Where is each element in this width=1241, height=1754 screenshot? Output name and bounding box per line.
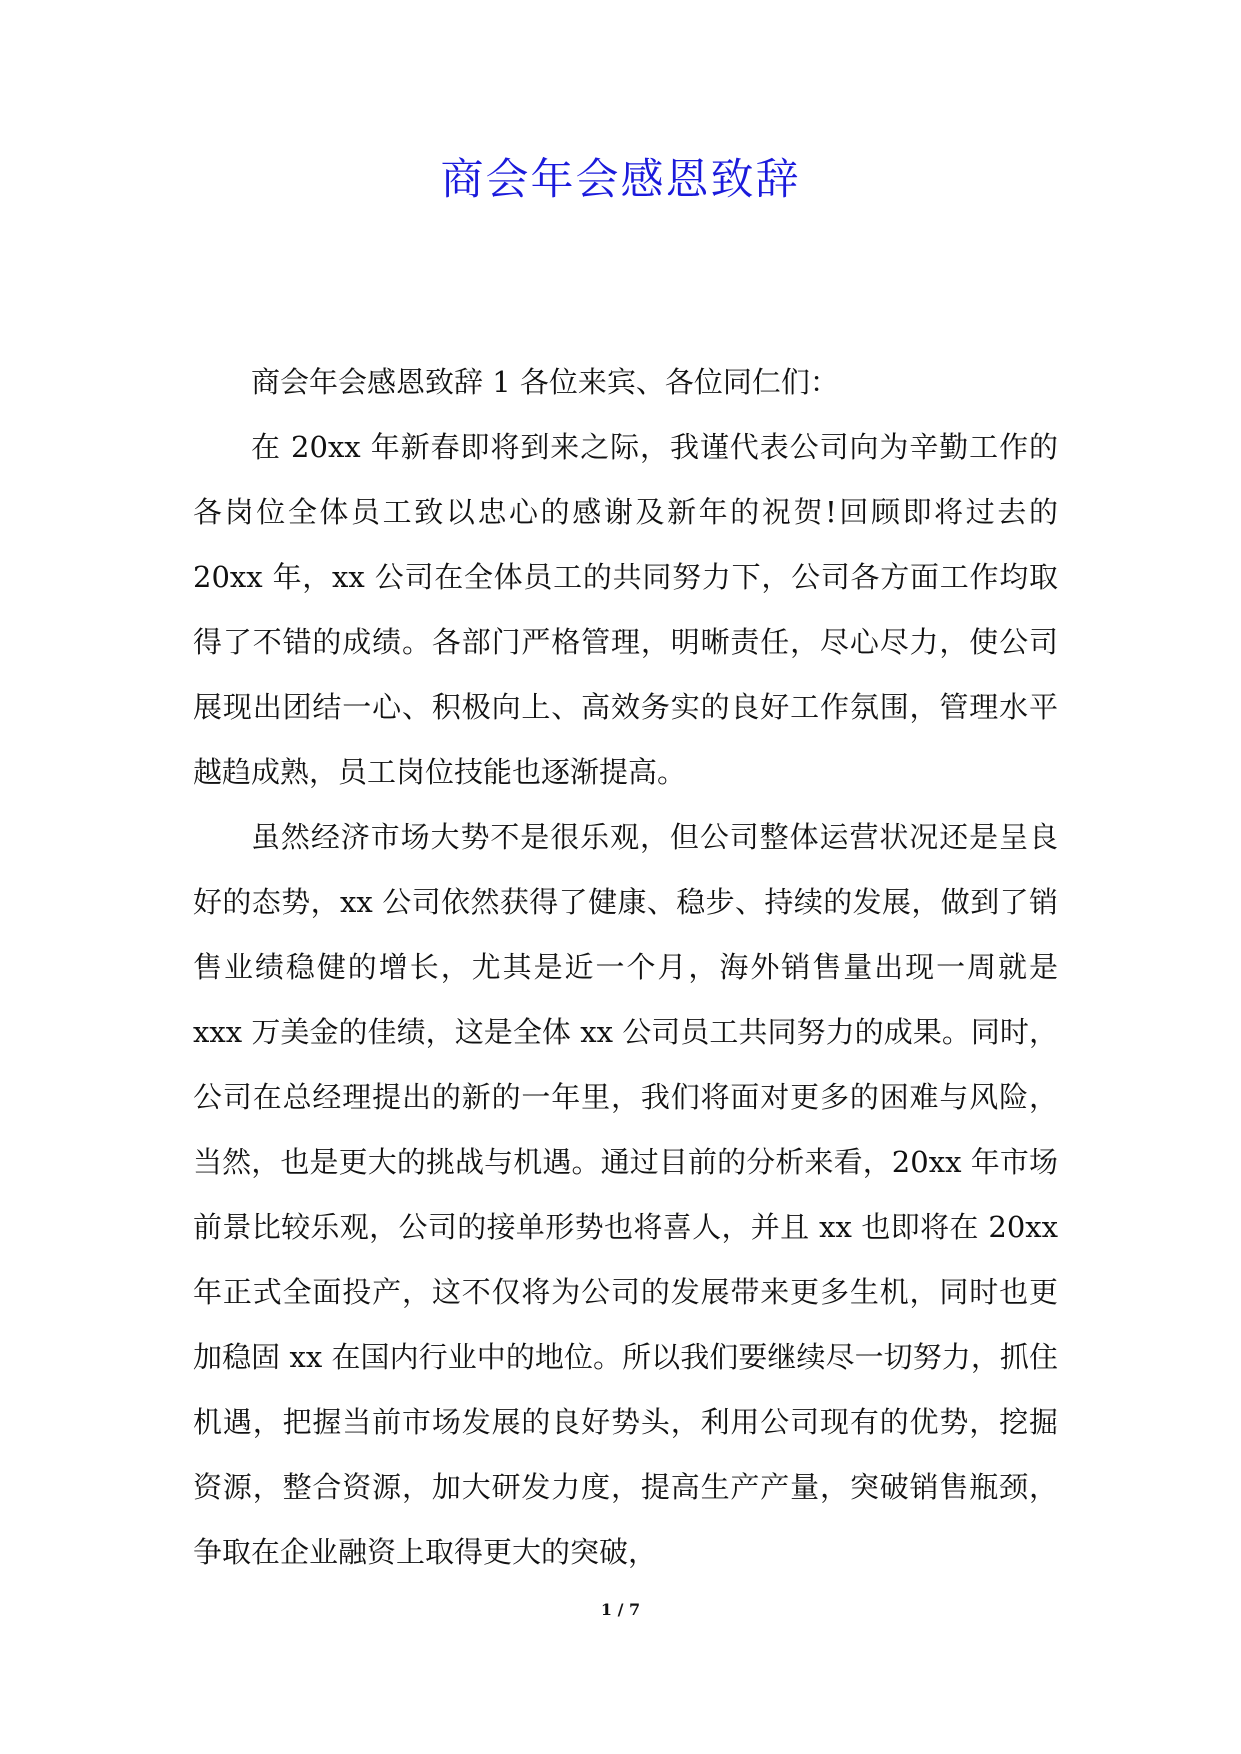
- page-number: 1 / 7: [600, 1600, 641, 1619]
- document-body: [193, 350, 1058, 1585]
- paragraph-greeting: 商会年会感恩致辞 1 各位来宾、各位同仁们：: [251, 365, 839, 399]
- document-title: 商会年会感恩致辞: [440, 155, 801, 205]
- paragraph-outlook: 虽然经济市场大势不是很乐观，但公司整体运营状况还是呈良好的态势，xx 公司依然获得了健康、稳步、持续的发展，做到了销售业绩稳健的增长，尤其是近一个月，海外销售量出现一周就是 xxx 万美金的佳绩，这是全体 xx 公司员工共同努力的成果。同时，公司在总经理提出的新的一年里，我们将面对更多的困难与风险，当然，也是更大的挑战与机遇。通过目前的分析来看，20xx 年市场前景比较乐观，公司的接单形势也将喜人，并且 xx 也即将在 20xx 年正式全面投产，这不仅将为公司的发展带来更多生机，同时也更加稳固 xx 在国内行业中的地位。所以我们要继续尽一切努力，抓住机遇，把握当前市场发展的良好势头，利用公司现有的优势，挖掘资源，整合资源，加大研发力度，提高生产产量，突破销售瓶颈，争取在企业融资上取得更大的突破，: [193, 820, 1058, 1569]
- paragraph-review: 在 20xx 年新春即将到来之际，我谨代表公司向为辛勤工作的各岗位全体员工致以忠心的感谢及新年的祝贺!回顾即将过去的 20xx 年，xx 公司在全体员工的共同努力下，公司各方面工作均取得了不错的成绩。各部门严格管理，明晰责任，尽心尽力，使公司展现出团结一心、积极向上、高效务实的良好工作氛围，管理水平越趋成熟，员工岗位技能也逐渐提高。: [193, 430, 1058, 789]
